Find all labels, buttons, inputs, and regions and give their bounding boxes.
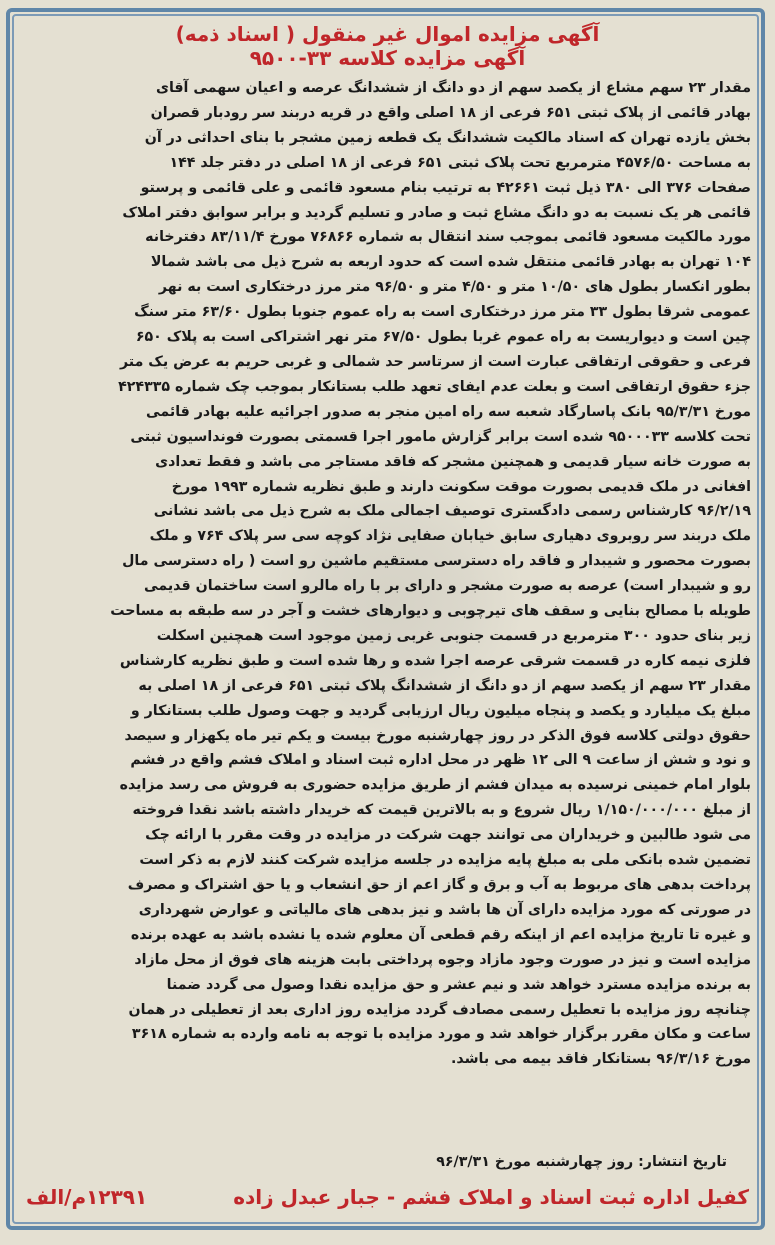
body-line: زیر بنای حدود ۳۰۰ مترمربع در قسمت جنوبی غربی زمین موجود است همچنین اسکلت: [156, 627, 751, 644]
body-line: از مبلغ ۱/۱۵۰/۰۰۰/۰۰۰ ریال شروع و به بالاترین قیمت که خریدار داشته باشد نقدا فروخته: [132, 802, 751, 819]
body-line: بصورت محصور و شیبدار و فاقد راه دسترسی مستقیم ماشین رو است ( راه دسترسی مال: [122, 553, 751, 570]
body-line: جزء حقوق ارتفاقی است و بعلت عدم ایفای تعهد طلب بستانکار بموجب چک شماره ۴۲۴۳۳۵: [118, 378, 751, 395]
body-line: در صورتی که مورد مزایده دارای آن ها باشد و نیز بدهی های مالیاتی و عوارض شهرداری: [138, 901, 751, 918]
body-line: رو و شیبدار است) عرصه به صورت مشجر و دارای بر با راه مالرو است ساختمان قدیمی: [143, 578, 751, 595]
body-line: صفحات ۳۷۶ الی ۳۸۰ ذیل ثبت ۴۲۶۶۱ به ترتیب بنام مسعود قائمی و علی قائمی و پرستو: [140, 179, 751, 196]
body-line: ۹۶/۲/۱۹ کارشناس رسمی دادگستری توصیف اجمالی ملک به شرح ذیل می باشد نشانی: [153, 503, 751, 520]
body-line: قائمی هر یک نسبت به دو دانگ مشاع ثبت و صادر و تسلیم گردید و برابر سوابق دفتر املاک: [122, 204, 751, 221]
body-line: افغانی در ملک قدیمی بصورت موقت سکونت دارند و طبق نظریه شماره ۱۹۹۳ مورخ: [171, 478, 751, 495]
body-line: مورخ ۹۵/۳/۳۱ بانک پاسارگاد شعبه سه راه امین منجر به صدور اجرائیه علیه بهادر قائمی: [146, 403, 751, 420]
body-line: و نود و شش از ساعت ۹ الی ۱۲ ظهر در محل اداره ثبت اسناد و املاک فشم واقع در فشم: [130, 752, 751, 769]
notice-code: ۱۲۳۹۱م/الف: [26, 1185, 148, 1209]
body-line: مبلغ یک میلیارد و یکصد و پنجاه میلیون ریال ارزیابی گردید و جهت وصول طلب بستانکار و: [130, 702, 751, 719]
body-line: فرعی و حقوقی ارتفاقی عبارت است از سرتاسر حد شمالی و غربی حریم به عرض یک متر: [119, 353, 751, 370]
body-line: مقدار ۲۳ سهم از یکصد سهم از دو دانگ از ششدانگ پلاک ثبتی ۶۵۱ فرعی از ۱۸ اصلی به: [138, 677, 751, 694]
body-line: ساعت و مکان مقرر برگزار خواهد شد و مورد مزایده با توجه به نامه وارده به شماره ۳۶۱۸: [131, 1026, 751, 1043]
body-line: عمومی شرقا بطول ۳۳ متر مرز درختکاری است به راه عموم جنوبا بطول ۶۳/۶۰ متر سنگ: [134, 304, 751, 321]
notice-footer: [20, 1182, 755, 1212]
body-line: بخش یازده تهران که اسناد مالکیت ششدانگ یک قطعه زمین مشجر با بنای احداثی در آن: [144, 129, 751, 146]
body-line: مورخ ۹۶/۳/۱۶ بستانکار فاقد بیمه می باشد.: [450, 1051, 751, 1068]
body-line: حقوق دولتی کلاسه فوق الذکر در روز چهارشنبه مورخ بیست و یکم تیر ماه یکهزار و سیصد: [124, 727, 751, 744]
body-line: و غیره تا تاریخ مزایده اعم از اینکه رقم قطعی آن معلوم شده یا نشده باشد به عهده برنده: [130, 926, 751, 943]
publication-date: تاریخ انتشار: روز چهارشنبه مورخ ۹۶/۳/۳۱: [436, 1154, 727, 1170]
body-line: بلوار امام خمینی نرسیده به میدان فشم از طریق مزایده حضوری به فروش می رسد مزایده: [119, 777, 751, 794]
body-line: به صورت خانه سیار قدیمی و همچنین مشجر که فاقد مستاجر می باشد و فقط تعدادی: [155, 453, 751, 470]
notice-content: [20, 22, 755, 1218]
body-line: مزایده است و نیز در صورت وجود مازاد وجوه پرداختی بابت هزینه های فوق از محل مازاد: [134, 951, 751, 968]
body-line: بطور انکسار بطول های ۱۰/۵۰ متر و ۴/۵۰ متر و ۹۶/۵۰ متر مرز درختکاری است به نهر: [158, 279, 751, 296]
notice-title: آگهی مزایده اموال غیر منقول ( اسناد ذمه): [175, 22, 600, 46]
body-line: فلزی نیمه کاره در قسمت شرقی عرصه اجرا شده و رها شده است و طبق نظریه کارشناس: [119, 652, 751, 669]
body-line: طویله با مصالح بنایی و سقف های تیرچوبی و دیوارهای خشت و آجر در سه طبقه به مساحت: [110, 603, 751, 620]
body-line: تحت کلاسه ۹۵۰۰۰۳۳ شده است برابر گزارش مامور اجرا قسمتی بصورت فونداسیون ثبتی: [130, 428, 751, 445]
body-line: پرداخت بدهی های مربوط به آب و برق و گاز اعم از حق انشعاب و یا حق اشتراک و مصرف: [127, 877, 751, 893]
body-line: مورد مالکیت مسعود قائمی بموجب سند انتقال به شماره ۷۶۸۶۶ مورخ ۸۳/۱۱/۴ دفترخانه: [145, 229, 751, 246]
body-line: ۱۰۴ تهران به بهادر قائمی منتقل شده است که حدود اربعه به شرح ذیل می باشد شمالا: [150, 254, 751, 271]
notice-subtitle: آگهی مزایده کلاسه ۳۳-۹۵۰۰: [249, 46, 526, 70]
body-line: به برنده مزایده مسترد خواهد شد و نیم عشر و حق مزایده نقدا وصول می گردد ضمنا: [166, 976, 751, 993]
body-line: تضمین شده بانکی ملی به مبلغ پایه مزایده در جلسه مزایده شرکت کنند لازم به ذکر است: [139, 852, 751, 869]
body-line: بهادر قائمی از پلاک ثبتی ۶۵۱ فرعی از ۱۸ اصلی واقع در قریه دربند سر رودبار قصران: [150, 104, 751, 121]
body-line: به مساحت ۴۵۷۶/۵۰ مترمربع تحت پلاک ثبتی ۶۵۱ فرعی از ۱۸ اصلی در دفتر جلد ۱۴۴: [169, 154, 751, 171]
body-line: می شود طالبین و خریداران می توانند جهت شرکت در مزایده در وقت مقرر با ارائه چک: [145, 827, 751, 844]
body-line: چین است و دیواریست به راه عموم غربا بطول ۶۷/۵۰ متر نهر اشتراکی است به پلاک ۶۵۰: [135, 329, 751, 346]
signer-name: کفیل اداره ثبت اسناد و املاک فشم - جبار عبدل زاده: [233, 1185, 749, 1209]
body-line: مقدار ۲۳ سهم مشاع از یکصد سهم از دو دانگ از ششدانگ عرصه و اعیان سهمی آقای: [155, 80, 751, 96]
body-line: ملک دربند سر روبروی دهیاری سابق خیابان صفایی نژاد کوچه سی سر پلاک ۷۶۴ و ملک: [149, 528, 751, 545]
notice-body: [24, 76, 751, 1072]
body-line: چنانچه روز مزایده با تعطیل رسمی مصادف گردد مزایده روز اداری بعد از تعطیلی در همان: [128, 1001, 751, 1018]
